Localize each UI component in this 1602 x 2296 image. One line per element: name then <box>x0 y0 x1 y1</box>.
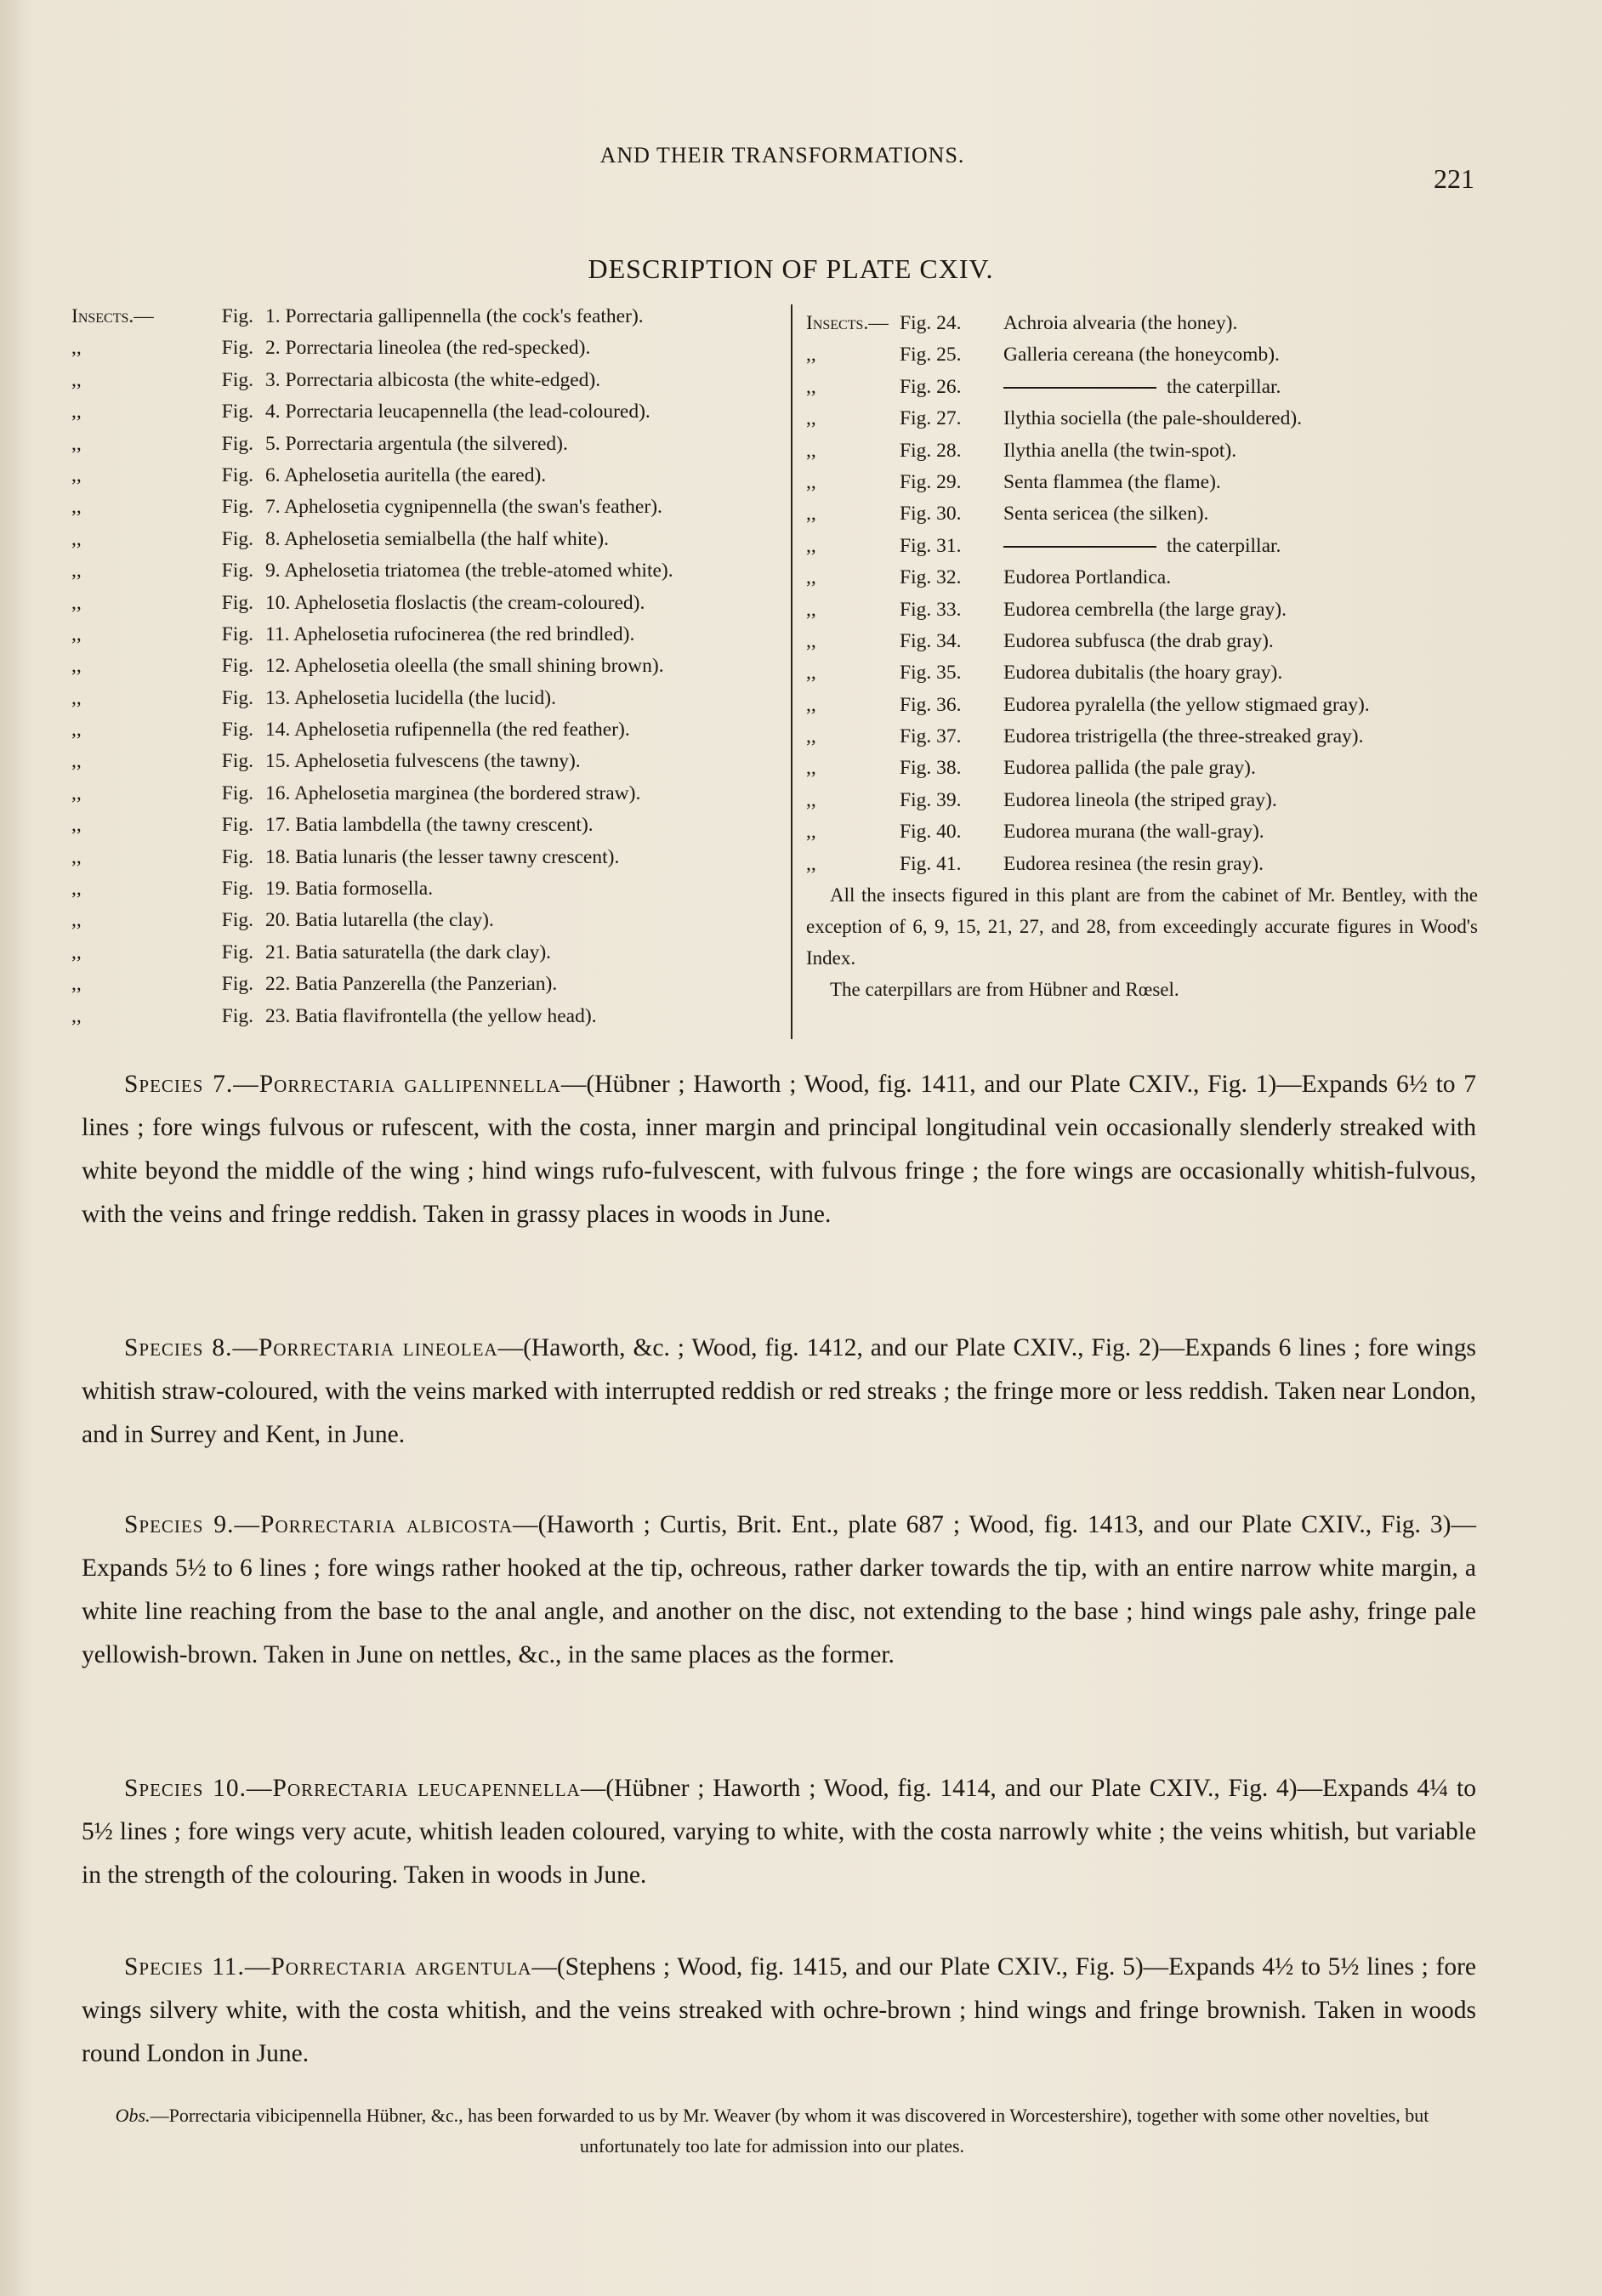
figure-description: 10. Aphelosetia floslactis (the cream-coloured). <box>265 591 645 614</box>
figure-list-item <box>806 562 1486 594</box>
figure-label: Fig. 35. <box>900 662 962 685</box>
figure-list-left <box>71 301 786 1032</box>
figure-list-item <box>71 1001 786 1032</box>
figure-description: 18. Batia lunaris (the lesser tawny crescent). <box>265 845 620 868</box>
figure-description <box>997 372 1480 403</box>
figure-description: Eudorea pyralella (the yellow stigmaed gray). <box>1003 693 1370 716</box>
figure-description <box>997 531 1480 562</box>
figure-label: Fig. 24. <box>900 312 962 334</box>
figure-description: Eudorea cembrella (the large gray). <box>1003 598 1287 621</box>
figure-list-item <box>806 626 1486 657</box>
figure-list-item <box>806 721 1486 753</box>
figure-list-item <box>806 467 1486 498</box>
species-heading: Species 8.—Porrectaria lineolea <box>124 1334 498 1361</box>
figure-prefix: ,, <box>71 655 82 678</box>
figure-prefix: ,, <box>806 757 816 780</box>
species-heading: Species 7.—Porrectaria gallipennella <box>124 1071 561 1098</box>
figure-description: 3. Porrectaria albicosta (the white-edged). <box>265 368 601 391</box>
figure-list-item <box>806 816 1486 848</box>
figure-description: Eudorea dubitalis (the hoary gray). <box>1003 662 1283 685</box>
figure-prefix: ,, <box>806 566 816 589</box>
figure-label: Fig. 30. <box>900 503 962 526</box>
figure-label: Fig. 39. <box>900 788 962 811</box>
figure-prefix: ,, <box>806 852 816 875</box>
figure-prefix: ,, <box>71 463 82 486</box>
figure-prefix: ,, <box>71 432 82 455</box>
species-body: —(Stephens ; Wood, fig. 1415, and our Plate CXIV., Fig. 5)—Expands 4½ to 5½ lines ; fore wings silvery white, with the costa whitish, and the veins streaked with ochre-brown ; hind wings and fringe brownish. Taken in woods round London in June. <box>82 1953 1476 2067</box>
figure-list-item <box>806 531 1486 562</box>
figure-list-item <box>806 690 1486 721</box>
figure-label: Fig. 26. <box>900 375 962 398</box>
observation-note <box>83 2100 1461 2162</box>
figure-list-item <box>71 460 786 492</box>
plate-note-paragraph: The caterpillars are from Hübner and Rœsel. <box>830 979 1179 1000</box>
figure-list-item <box>71 301 786 332</box>
species-body: —(Hübner ; Haworth ; Wood, fig. 1411, and our Plate CXIV., Fig. 1)—Expands 6½ to 7 lines ; fore wings fulvous or rufescent, with the costa, inner margin and principal longitudinal vein occasionally slenderly streaked with white beyond the middle of the wing ; hind wings rufo-fulvescent, with fulvous fringe ; the fore wings are occasionally whitish-fulvous, with the veins and fringe reddish. Taken in grassy places in woods in June. <box>82 1071 1476 1228</box>
species-body: —(Haworth, &c. ; Wood, fig. 1412, and our Plate CXIV., Fig. 2)—Expands 6 lines ; fore wings whitish straw-coloured, with the veins marked with interrupted reddish or red streaks ; the fringe more or less reddish. Taken near London, and in Surrey and Kent, in June. <box>82 1334 1476 1448</box>
figure-description: 14. Aphelosetia rufipennella (the red feather). <box>265 719 630 742</box>
figure-prefix: ,, <box>806 662 816 685</box>
figure-prefix: ,, <box>806 375 816 398</box>
figure-list-item <box>806 372 1486 403</box>
figure-description: Senta sericea (the silken). <box>1003 503 1209 526</box>
figure-description: 7. Aphelosetia cygnipennella (the swan's feather). <box>265 496 662 519</box>
figure-description: Achroia alvearia (the honey). <box>1003 312 1238 334</box>
figure-description: 11. Aphelosetia rufocinerea (the red brindled). <box>265 622 635 645</box>
figure-description: 4. Porrectaria leucapennella (the lead-coloured). <box>265 401 650 423</box>
figure-description: Senta flammea (the flame). <box>1003 470 1221 493</box>
figure-list-item <box>806 403 1486 435</box>
figure-label: Fig. <box>221 560 253 583</box>
figure-description: Eudorea resinea (the resin gray). <box>1003 852 1264 875</box>
column-divider <box>791 304 792 1039</box>
figure-list-item <box>71 937 786 969</box>
figure-list-item <box>71 873 786 905</box>
plate-title: DESCRIPTION OF PLATE CXIV. <box>588 253 994 284</box>
figure-list-item <box>71 842 786 873</box>
obs-text: —Porrectaria vibicipennella Hübner, &c., has been forwarded to us by Mr. Weaver (by whom it was discovered in Worcestershire), together with some other novelties, but unfortunately too late for admission into our plates. <box>150 2105 1429 2157</box>
figure-prefix: ,, <box>806 503 816 526</box>
figure-list-item <box>71 619 786 651</box>
figure-prefix: ,, <box>806 470 816 493</box>
figure-prefix: ,, <box>71 686 82 709</box>
figure-label: Fig. <box>221 781 253 804</box>
figure-list-item <box>71 365 786 396</box>
figure-prefix: ,, <box>71 496 82 519</box>
figure-list-item <box>71 969 786 1000</box>
figure-description: Eudorea lineola (the striped gray). <box>1003 788 1277 811</box>
figure-label: Fig. <box>221 622 253 645</box>
species-body: —(Haworth ; Curtis, Brit. Ent., plate 687 ; Wood, fig. 1413, and our Plate CXIV., Fig. 3)—Expands 5½ to 6 lines ; fore wings rather hooked at the tip, ochreous, rather darker towards the tip, with an entire narrow white margin, a white line reaching from the base to the anal angle, and another on the disc, not extending to the base ; hind wings pale ashy, fringe pale yellowish-brown. Taken in June on nettles, &c., in the same places as the former. <box>82 1511 1476 1668</box>
figure-list-item <box>806 849 1486 880</box>
figure-prefix: ,, <box>71 622 82 645</box>
figure-prefix: ,, <box>71 368 82 391</box>
figure-list-item <box>806 785 1486 816</box>
figure-description: 16. Aphelosetia marginea (the bordered straw). <box>265 781 641 804</box>
figure-prefix: ,, <box>71 973 82 996</box>
figure-prefix: ,, <box>71 814 82 837</box>
species-entry <box>82 1767 1476 1897</box>
figure-label: Fig. 31. <box>900 534 962 557</box>
figure-description: 21. Batia saturatella (the dark clay). <box>265 941 552 963</box>
species-heading: Species 9.—Porrectaria albicosta <box>124 1511 514 1538</box>
figure-prefix: ,, <box>806 821 816 844</box>
species-heading: Species 11.—Porrectaria argentula <box>124 1953 532 1981</box>
figure-label: Fig. <box>221 401 253 423</box>
figure-label: Fig. <box>221 527 253 550</box>
figure-description: 12. Aphelosetia oleella (the small shining brown). <box>265 655 664 678</box>
figure-label: Fig. <box>221 878 253 901</box>
figure-prefix: ,, <box>806 344 816 367</box>
figure-list-item <box>806 308 1486 339</box>
figure-description: 23. Batia flavifrontella (the yellow head). <box>265 1004 597 1027</box>
figure-label: Fig. <box>221 686 253 709</box>
figure-label: Fig. 32. <box>900 566 962 589</box>
figure-description: Eudorea subfusca (the drab gray). <box>1003 629 1274 652</box>
figure-description: 20. Batia lutarella (the clay). <box>265 909 494 932</box>
plate-note <box>806 879 1478 1005</box>
figure-description: 6. Aphelosetia auritella (the eared). <box>265 463 547 486</box>
figure-prefix: ,, <box>806 725 816 748</box>
figure-description: 1. Porrectaria gallipennella (the cock's feather). <box>265 305 644 327</box>
species-entry <box>82 1327 1476 1457</box>
figure-label: Fig. 40. <box>900 821 962 844</box>
figure-list-item <box>806 339 1486 371</box>
figure-list-item <box>71 746 786 777</box>
figure-label: Fig. <box>221 845 253 868</box>
figure-description: 5. Porrectaria argentula (the silvered). <box>265 432 568 455</box>
species-heading: Species 10.—Porrectaria leucapennella <box>124 1775 581 1802</box>
figure-description: Eudorea murana (the wall-gray). <box>1003 821 1264 844</box>
figure-description: 13. Aphelosetia lucidella (the lucid). <box>265 686 556 709</box>
ditto-dash <box>1003 387 1156 389</box>
figure-label: Fig. <box>221 655 253 678</box>
figure-description: Eudorea tristrigella (the three-streaked gray). <box>1003 725 1364 748</box>
figure-label: Fig. 27. <box>900 407 962 430</box>
figure-description: 17. Batia lambdella (the tawny crescent). <box>265 814 594 837</box>
figure-label: Fig. <box>221 719 253 742</box>
figure-label: Fig. 29. <box>900 470 962 493</box>
figure-label: Fig. <box>221 305 253 327</box>
figure-prefix: ,, <box>71 719 82 742</box>
figure-list-item <box>71 714 786 746</box>
figure-description-text: the caterpillar. <box>1167 534 1281 557</box>
figure-prefix: ,, <box>71 337 82 360</box>
plate-note-paragraph: All the insects figured in this plant are from the cabinet of Mr. Bentley, with the exception of 6, 9, 15, 21, 27, and 28, from exceedingly accurate figures in Wood's Index. <box>806 884 1478 969</box>
figure-prefix: Insects.— <box>806 312 889 334</box>
figure-prefix: ,, <box>71 941 82 963</box>
figure-label: Fig. <box>221 496 253 519</box>
figure-prefix: ,, <box>806 439 816 462</box>
running-head: AND THEIR TRANSFORMATIONS. <box>599 143 965 168</box>
figure-label: Fig. <box>221 909 253 932</box>
figure-list-item <box>71 429 786 460</box>
figure-label: Fig. <box>221 432 253 455</box>
figure-description: 2. Porrectaria lineolea (the red-specked). <box>265 337 591 360</box>
figure-label: Fig. 36. <box>900 693 962 716</box>
figure-label: Fig. <box>221 368 253 391</box>
species-entry <box>82 1063 1476 1236</box>
figure-description: Ilythia sociella (the pale-shouldered). <box>1003 407 1303 430</box>
figure-label: Fig. 25. <box>900 344 962 367</box>
figure-prefix: ,, <box>806 407 816 430</box>
figure-description: 22. Batia Panzerella (the Panzerian). <box>265 973 558 996</box>
figure-prefix: ,, <box>71 560 82 583</box>
figure-prefix: ,, <box>806 598 816 621</box>
figure-description: Eudorea pallida (the pale gray). <box>1003 757 1256 780</box>
figure-label: Fig. 38. <box>900 757 962 780</box>
figure-label: Fig. <box>221 591 253 614</box>
figure-list-item <box>806 435 1486 467</box>
figure-label: Fig. <box>221 750 253 773</box>
figure-list-item <box>71 555 786 587</box>
figure-list-item <box>71 683 786 714</box>
figure-prefix: ,, <box>806 788 816 811</box>
figure-prefix: ,, <box>71 781 82 804</box>
figure-list-item <box>71 905 786 936</box>
figure-prefix: ,, <box>71 527 82 550</box>
figure-list-item <box>71 778 786 810</box>
figure-label: Fig. <box>221 973 253 996</box>
figure-description: Ilythia anella (the twin-spot). <box>1003 439 1237 462</box>
ditto-dash <box>1003 546 1156 548</box>
figure-list-right <box>806 308 1486 880</box>
figure-label: Fig. 33. <box>900 598 962 621</box>
figure-description: 15. Aphelosetia fulvescens (the tawny). <box>265 750 581 773</box>
figure-prefix: ,, <box>71 591 82 614</box>
figure-label: Fig. <box>221 814 253 837</box>
figure-prefix: ,, <box>71 401 82 423</box>
figure-list-item <box>806 657 1486 689</box>
figure-list-item <box>71 588 786 619</box>
figure-description: 9. Aphelosetia triatomea (the treble-atomed white). <box>265 560 673 583</box>
figure-list-item <box>71 492 786 523</box>
figure-description-text: the caterpillar. <box>1167 375 1281 398</box>
figure-prefix: ,, <box>71 878 82 901</box>
figure-list-item <box>71 332 786 364</box>
figure-list-item <box>71 396 786 428</box>
figure-description: Eudorea Portlandica. <box>1003 566 1172 589</box>
figure-prefix: ,, <box>806 534 816 557</box>
figure-prefix: ,, <box>71 909 82 932</box>
figure-description: 8. Aphelosetia semialbella (the half white). <box>265 527 609 550</box>
figure-description: 19. Batia formosella. <box>265 878 434 901</box>
species-entry <box>82 1946 1476 2076</box>
page-number: 221 <box>1434 163 1474 194</box>
figure-list-item <box>71 810 786 841</box>
figure-list-item <box>806 753 1486 784</box>
figure-description: Galleria cereana (the honeycomb). <box>1003 344 1280 367</box>
figure-list-item <box>806 498 1486 530</box>
figure-label: Fig. 41. <box>900 852 962 875</box>
figure-prefix: Insects.— <box>71 305 154 327</box>
figure-prefix: ,, <box>71 750 82 773</box>
figure-label: Fig. <box>221 1004 253 1027</box>
figure-label: Fig. <box>221 337 253 360</box>
figure-label: Fig. <box>221 941 253 963</box>
obs-label: Obs. <box>115 2105 151 2126</box>
figure-label: Fig. 28. <box>900 439 962 462</box>
figure-prefix: ,, <box>806 629 816 652</box>
figure-prefix: ,, <box>71 1004 82 1027</box>
species-entry <box>82 1503 1476 1677</box>
figure-prefix: ,, <box>71 845 82 868</box>
species-body: —(Hübner ; Haworth ; Wood, fig. 1414, and our Plate CXIV., Fig. 4)—Expands 4¼ to 5½ lines ; fore wings very acute, whitish leaden coloured, varying to white, with the costa narrowly white ; the veins whitish, but variable in the strength of the colouring. Taken in woods in June. <box>82 1775 1477 1889</box>
figure-label: Fig. 37. <box>900 725 962 748</box>
figure-list-item <box>71 524 786 555</box>
figure-list-item <box>806 594 1486 626</box>
figure-list-item <box>71 651 786 682</box>
figure-label: Fig. 34. <box>900 629 962 652</box>
figure-label: Fig. <box>221 463 253 486</box>
figure-prefix: ,, <box>806 693 816 716</box>
